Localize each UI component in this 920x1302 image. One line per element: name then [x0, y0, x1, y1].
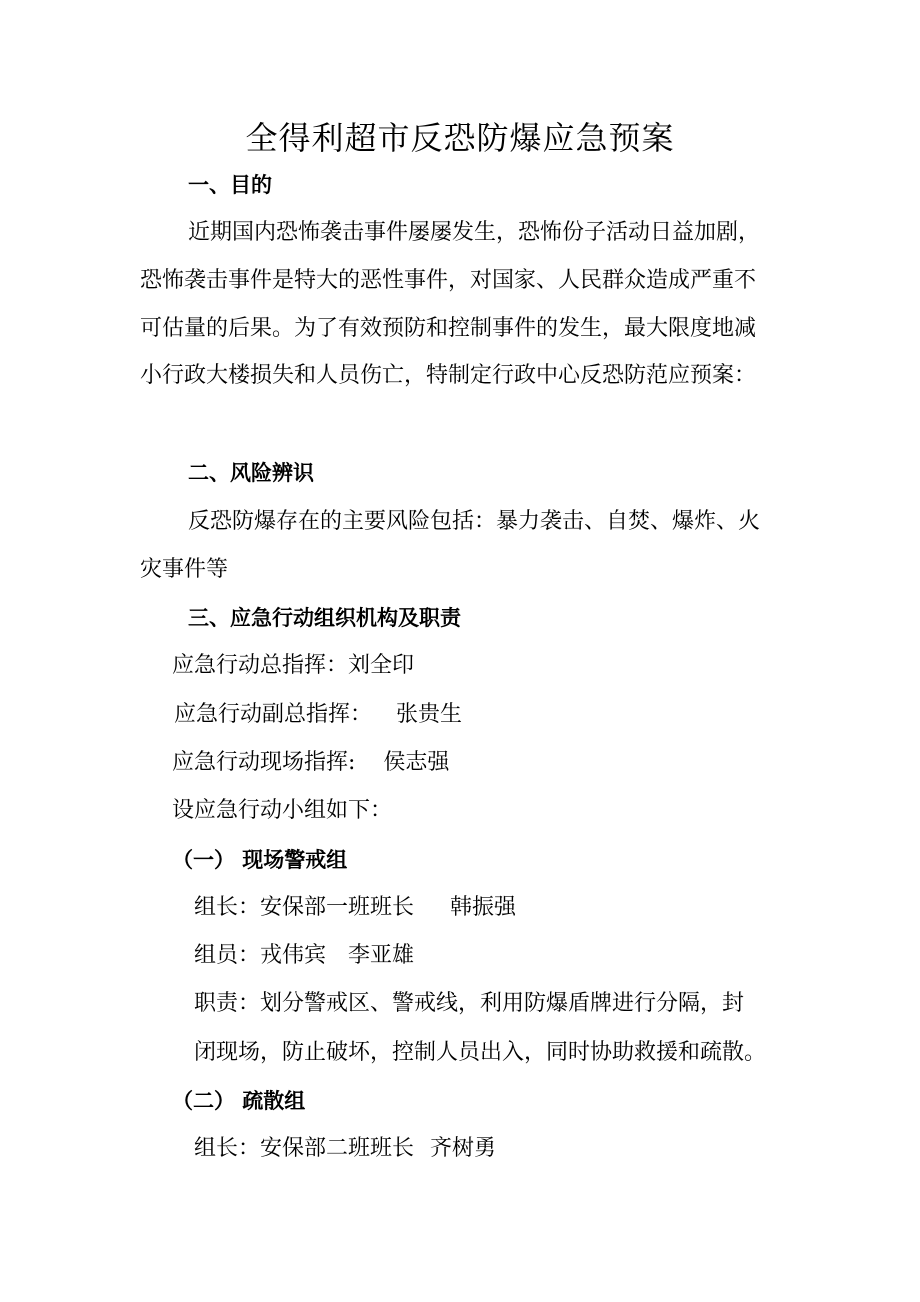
deputy-commander-name: 张贵生 — [396, 702, 463, 727]
section-1-line-1: 近期国内恐怖袭击事件屡屡发生，恐怖份子活动日益加剧， — [188, 220, 761, 245]
field-commander-label: 应急行动现场指挥: — [172, 750, 356, 775]
section-1-line-2: 恐怖袭击事件是特大的恶性事件，对国家、人民群众造成严重不 — [140, 268, 757, 293]
group-2-leader-name: 齐树勇 — [430, 1136, 497, 1161]
commander-line — [172, 651, 414, 681]
group-1-members-line — [194, 941, 414, 971]
group-1-heading: （一） 现场警戒组 — [172, 848, 348, 872]
groups-intro: 设应急行动小组如下： — [172, 798, 393, 823]
deputy-commander-line — [174, 700, 462, 730]
section-1-line-3: 可估量的后果。为了有效预防和控制事件的发生，最大限度地减 — [140, 316, 757, 341]
document-title: 全得利超市反恐防爆应急预案 — [245, 119, 675, 157]
section-2-heading: 二、风险辨识 — [188, 461, 314, 485]
group-1-members-name: 李亚雄 — [348, 943, 415, 968]
group-1-duty-line-2: 闭现场，防止破坏，控制人员出入，同时协助救援和疏散。 — [194, 1040, 767, 1065]
group-1-leader-label: 组长：安保部一班班长 — [194, 895, 415, 920]
section-3-heading: 三、应急行动组织机构及职责 — [188, 606, 461, 630]
group-1-leader-line — [194, 893, 516, 923]
group-1-leader-name: 韩振强 — [450, 895, 517, 920]
section-1-line-4: 小行政大楼损失和人员伤亡，特制定行政中心反恐防范应预案： — [140, 363, 757, 388]
group-2-heading: （二） 疏散组 — [172, 1089, 306, 1113]
commander-label: 应急行动总指挥： — [172, 653, 349, 678]
group-1-duty-line-1: 职责：划分警戒区、警戒线，利用防爆盾牌进行分隔，封 — [194, 991, 745, 1016]
section-2-line-2: 灾事件等 — [140, 557, 229, 582]
commander-name: 刘全印 — [348, 653, 415, 678]
section-2-line-1: 反恐防爆存在的主要风险包括：暴力袭击、自焚、爆炸、火 — [188, 509, 761, 534]
group-2-leader-line — [194, 1134, 496, 1164]
section-1-heading: 一、目的 — [188, 173, 272, 197]
deputy-commander-label: 应急行动副总指挥： — [174, 702, 373, 727]
group-2-leader-label: 组长：安保部二班班长 — [194, 1136, 415, 1161]
field-commander-name: 侯志强 — [383, 750, 450, 775]
group-1-members-label: 组员：戎伟宾 — [194, 943, 327, 968]
field-commander-line — [172, 748, 449, 778]
